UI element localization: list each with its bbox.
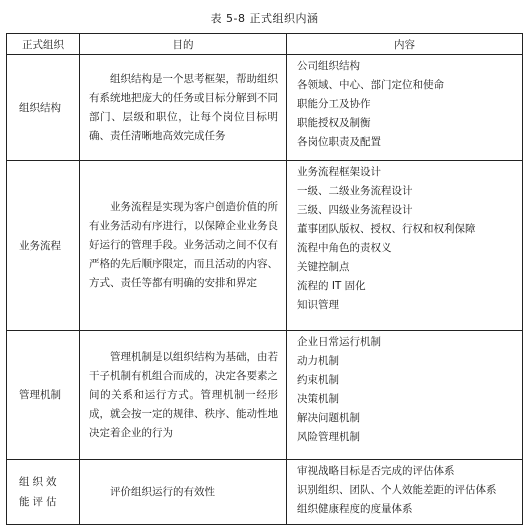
formal-organization-table [6,33,523,525]
content-item: 董事团队版权、授权、行权和权利保障 [297,223,476,235]
content-item: 动力机制 [297,355,339,367]
row-name-organization-structure: 组织结构 [7,55,80,161]
content-item: 约束机制 [297,374,339,386]
content-item: 审视战略目标是否完成的评估体系 [297,465,455,477]
content-item: 解决问题机制 [297,412,360,424]
table-row [7,161,523,331]
content-item: 关键控制点 [297,261,350,273]
content-item: 三级、四级业务流程设计 [297,204,413,216]
content-item: 公司组织结构 [297,60,360,72]
row-content [287,161,523,331]
content-item: 一级、二级业务流程设计 [297,185,413,197]
header-formal-organization: 正式组织 [7,34,80,55]
row-purpose: 业务流程是实现为客户创造价值的所有业务活动有序进行，以保障企业业务良好运行的管理手段。业务活动之间不仅有严格的先后顺序限定，而且活动的内容、方式、责任等都有明确的安排和界定 [80,161,287,331]
content-item: 企业日常运行机制 [297,336,381,348]
row-name-business-process: 业务流程 [7,161,80,331]
header-purpose: 目的 [80,34,287,55]
content-item: 各领域、中心、部门定位和使命 [297,79,444,91]
table-row [7,460,523,525]
row-content [287,55,523,161]
content-item: 风险管理机制 [297,431,360,443]
content-item: 业务流程框架设计 [297,166,381,178]
content-item: 流程中角色的责权义 [297,242,392,254]
content-item: 流程的 IT 固化 [297,280,366,292]
content-item: 职能分工及协作 [297,98,371,110]
row-name-management-mechanism: 管理机制 [7,331,80,460]
content-item: 决策机制 [297,393,339,405]
row-name-effectiveness-evaluation: 组织效能评估 [7,460,80,525]
content-item: 职能授权及制衡 [297,117,371,129]
row-content [287,331,523,460]
table-row [7,331,523,460]
header-content: 内容 [287,34,523,55]
table-header-row [7,34,523,55]
row-purpose: 管理机制是以组织结构为基础，由若干子机制有机组合而成的，决定各要素之间的关系和运行方式。管理机制一经形成，就会按一定的规律、秩序、能动性地决定着企业的行为 [80,331,287,460]
content-item: 知识管理 [297,299,339,311]
table-row [7,55,523,161]
content-item: 识别组织、团队、个人效能差距的评估体系 [297,484,497,496]
content-item: 各岗位职责及配置 [297,136,381,148]
row-purpose: 组织结构是一个思考框架，帮助组织有系统地把庞大的任务或目标分解到不同部门、层级和职位，让每个岗位目标明确、责任清晰地高效完成任务 [80,55,287,161]
table-caption: 表 5-8 正式组织内涵 [210,12,319,25]
content-item: 组织健康程度的度量体系 [297,503,413,515]
row-purpose: 评价组织运行的有效性 [80,460,287,525]
row-content [287,460,523,525]
